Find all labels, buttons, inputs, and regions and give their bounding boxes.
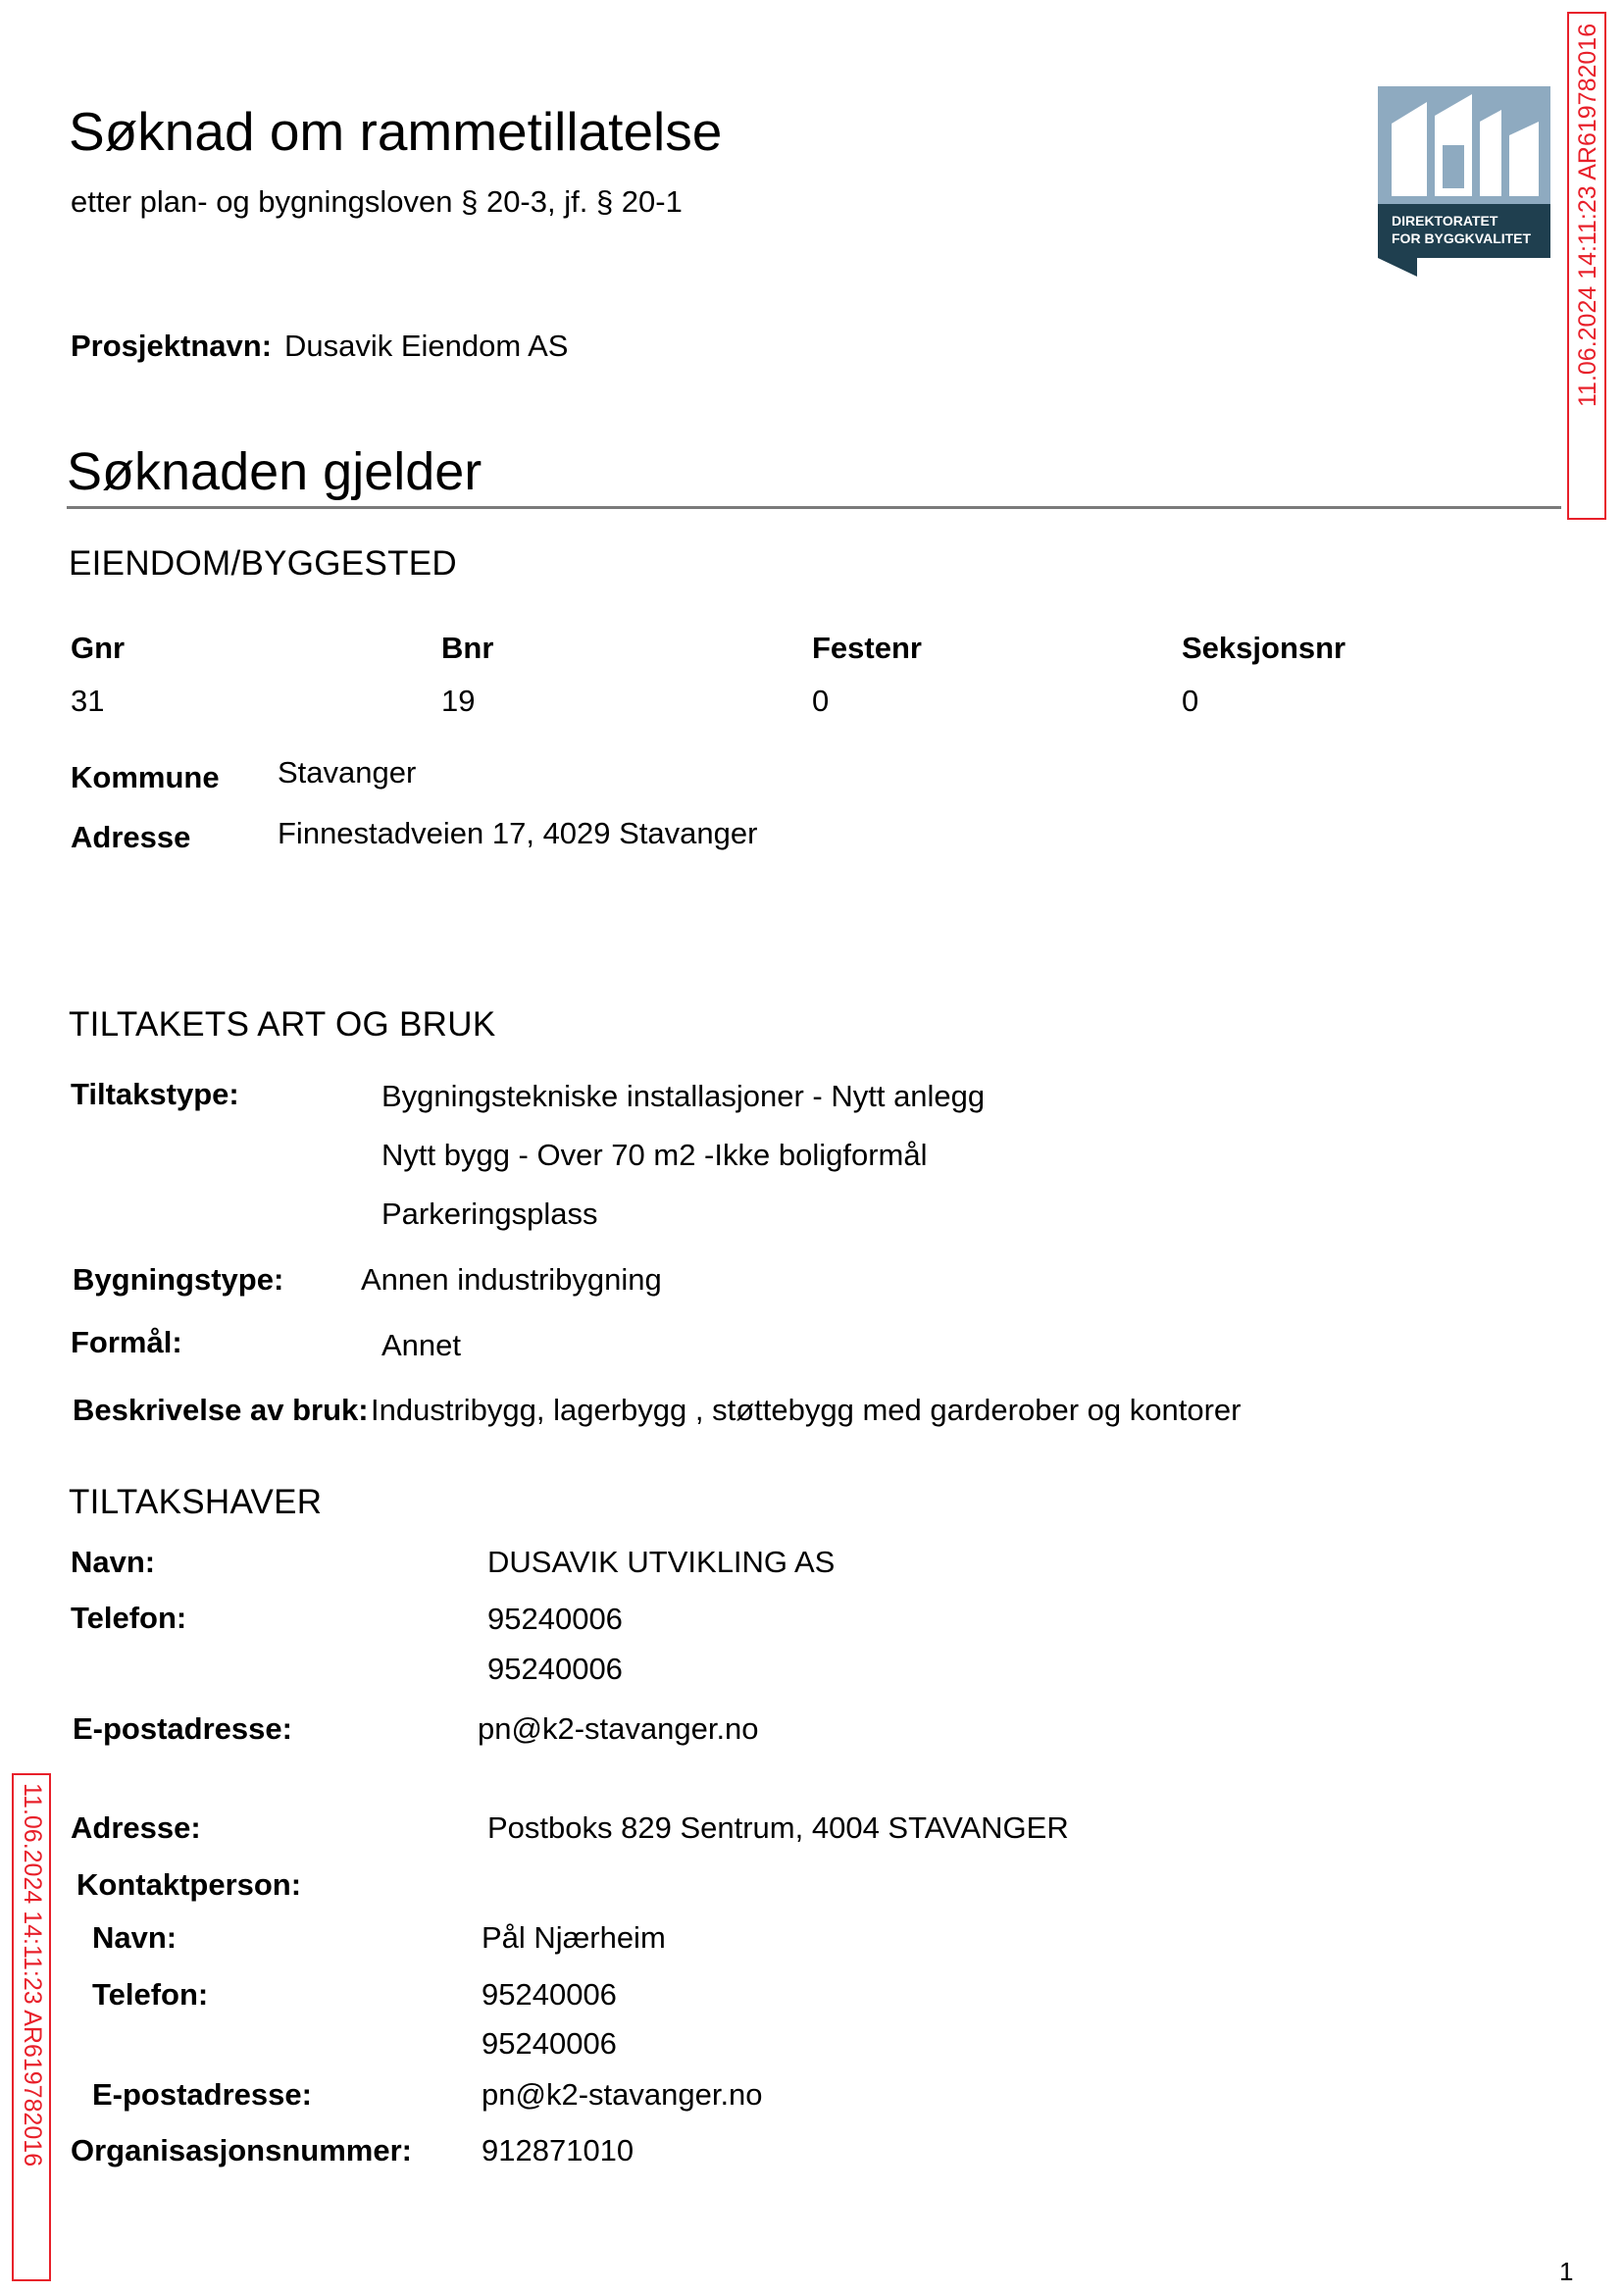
gnr-label: Gnr [71, 631, 126, 665]
document-subtitle: etter plan- og bygningsloven § 20-3, jf. § 20-1 [71, 184, 683, 219]
logo-text-line1: DIREKTORATET [1392, 213, 1498, 229]
address-value: Finnestadveien 17, 4029 Stavanger [278, 816, 758, 850]
seksjonsnr-value: 0 [1182, 684, 1199, 718]
owner-email-label: E-postadresse: [73, 1711, 292, 1746]
contact-name-value: Pål Njærheim [482, 1920, 666, 1955]
seksjonsnr-label: Seksjonsnr [1182, 631, 1346, 665]
dibk-logo [1378, 86, 1550, 277]
building-type-value: Annen industribygning [361, 1262, 662, 1297]
measure-type-1: Bygningstekniske installasjoner - Nytt anlegg [381, 1079, 986, 1113]
logo-graphic [1378, 86, 1550, 277]
project-name-label: Prosjektnavn: [71, 329, 273, 363]
heading-divider [67, 506, 1561, 509]
contact-phone-1: 95240006 [482, 1977, 617, 2012]
owner-email-value: pn@k2-stavanger.no [478, 1711, 759, 1746]
festenr-label: Festenr [812, 631, 922, 665]
owner-phone-1: 95240006 [487, 1602, 623, 1636]
timestamp-stamp-top [1567, 12, 1606, 520]
logo-text-line2: FOR BYGGKVALITET [1392, 230, 1532, 246]
municipality-label: Kommune [71, 760, 220, 794]
municipality-value: Stavanger [278, 755, 417, 790]
purpose-label: Formål: [71, 1325, 182, 1359]
gnr-value: 31 [71, 684, 105, 718]
project-name-value: Dusavik Eiendom AS [284, 329, 569, 363]
stamp-text-top: 11.06.2024 14:11:23 AR619782016 [1574, 23, 1601, 407]
owner-address-label: Adresse: [71, 1810, 201, 1845]
stamp-text-bottom: 11.06.2024 14:11:23 AR619782016 [19, 1783, 46, 2167]
measure-type-3: Parkeringsplass [381, 1197, 598, 1231]
owner-heading: TILTAKSHAVER [69, 1483, 323, 1521]
use-description-value: Industribygg, lagerbygg , støttebygg med garderober og kontorer [371, 1393, 1242, 1427]
owner-name-label: Navn: [71, 1545, 156, 1579]
measure-type-label: Tiltakstype: [71, 1077, 239, 1111]
page-number: 1 [1559, 2257, 1574, 2286]
measure-type-2: Nytt bygg - Over 70 m2 -Ikke boligformål [381, 1138, 928, 1172]
contact-email-value: pn@k2-stavanger.no [482, 2077, 763, 2112]
owner-phone-label: Telefon: [71, 1601, 187, 1635]
org-number-value: 912871010 [482, 2133, 634, 2167]
festenr-value: 0 [812, 684, 830, 718]
contact-phone-2: 95240006 [482, 2026, 617, 2061]
contact-email-label: E-postadresse: [92, 2077, 312, 2112]
building-type-label: Bygningstype: [73, 1262, 284, 1297]
document-title: Søknad om rammetillatelse [69, 101, 723, 162]
owner-name-value: DUSAVIK UTVIKLING AS [487, 1545, 836, 1579]
applies-heading: Søknaden gjelder [67, 442, 482, 501]
contact-name-label: Navn: [92, 1920, 178, 1955]
address-label: Adresse [71, 820, 191, 854]
bnr-label: Bnr [441, 631, 494, 665]
property-heading: EIENDOM/BYGGESTED [69, 544, 457, 583]
use-description-label: Beskrivelse av bruk: [73, 1393, 369, 1427]
bnr-value: 19 [441, 684, 476, 718]
contact-person-label: Kontaktperson: [76, 1867, 302, 1902]
contact-phone-label: Telefon: [92, 1977, 209, 2012]
purpose-value: Annet [381, 1328, 462, 1362]
measure-heading: TILTAKETS ART OG BRUK [69, 1005, 496, 1044]
owner-phone-2: 95240006 [487, 1652, 623, 1686]
timestamp-stamp-bottom [12, 1773, 51, 2281]
owner-address-value: Postboks 829 Sentrum, 4004 STAVANGER [487, 1810, 1069, 1845]
org-number-label: Organisasjonsnummer: [71, 2133, 412, 2167]
